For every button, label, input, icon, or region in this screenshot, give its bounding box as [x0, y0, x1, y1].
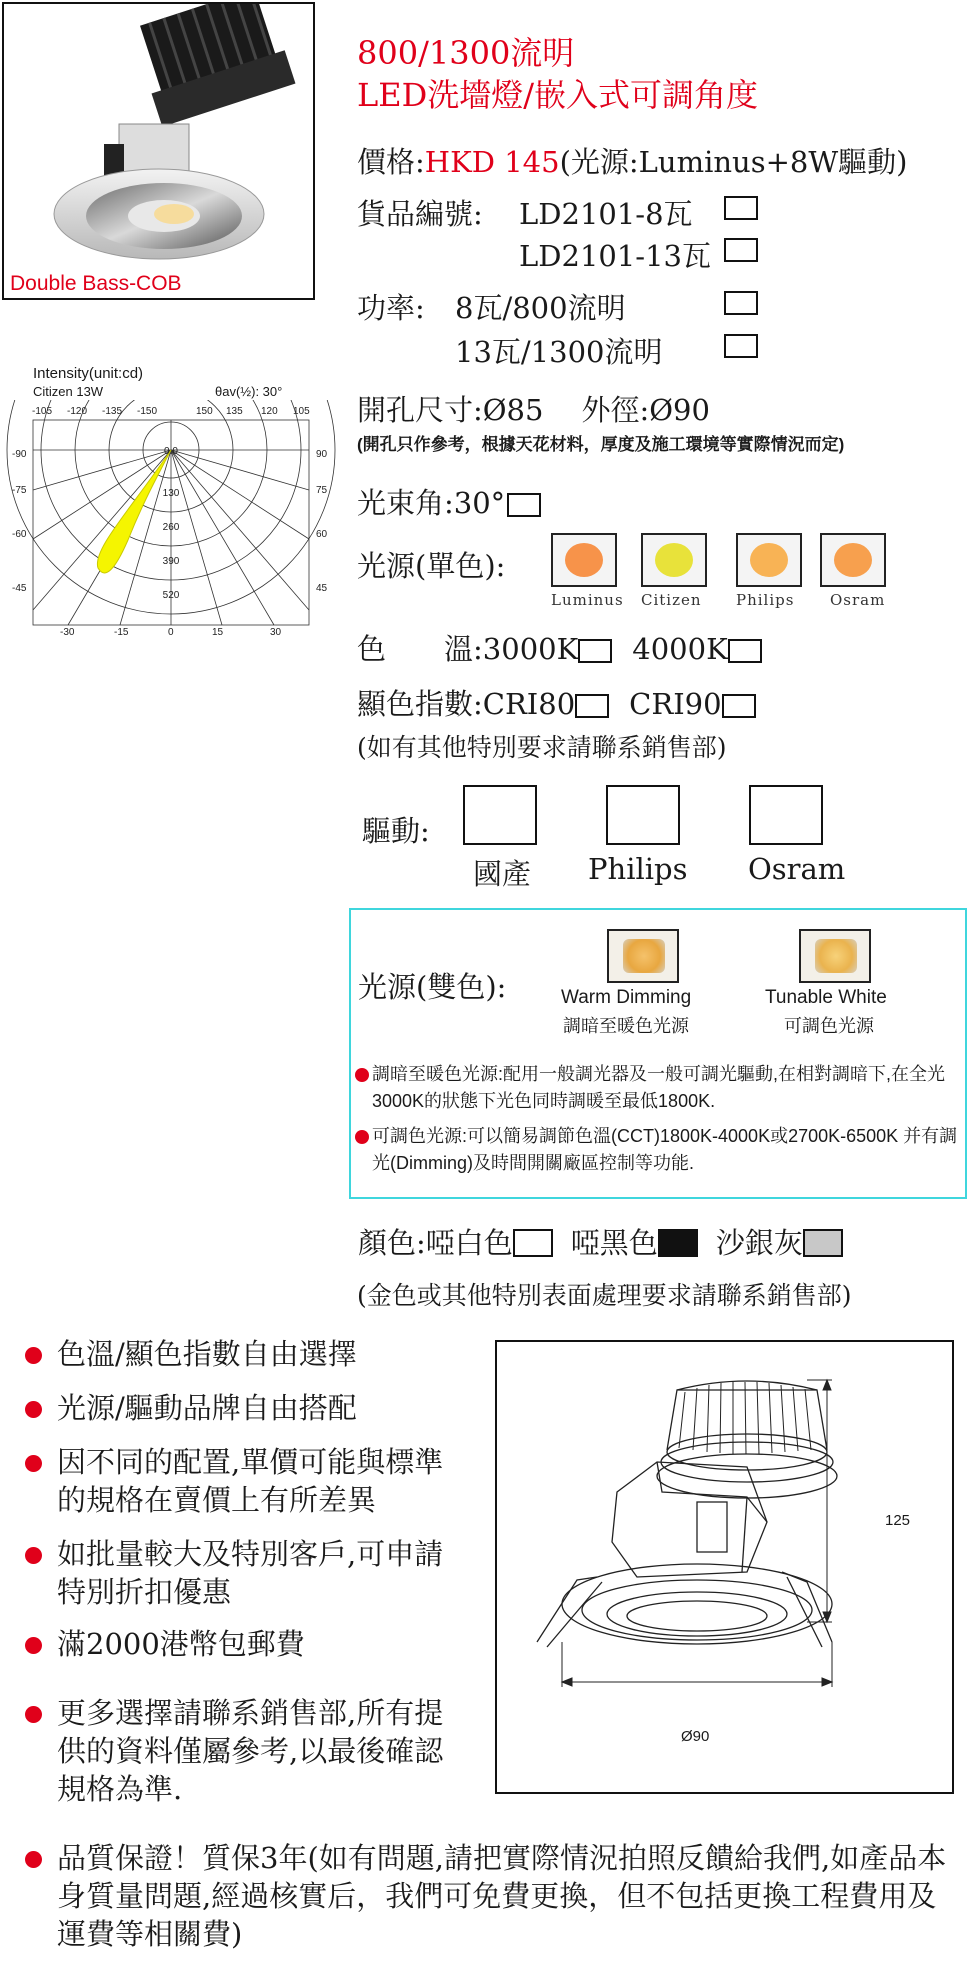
red-bullet-icon — [355, 1068, 369, 1082]
feature-text: 光源/驅動品牌自由搭配 — [57, 1391, 357, 1425]
dual-note-2 — [355, 1123, 960, 1177]
dual-note-2-text: 可調色光源:可以簡易調節色溫(CCT)1800K-4000K或2700K-6500K 并有調光(Dimming)及時間開關廠區控制等功能. — [372, 1126, 958, 1173]
power-label: 功率: — [357, 291, 425, 325]
beam-label: 光束角: — [357, 486, 454, 520]
red-bullet-icon — [25, 1547, 42, 1564]
tunable-white-chip[interactable] — [799, 929, 871, 983]
tunable-white-sub: 可調色光源 — [784, 1016, 874, 1036]
polar-right-tick: 75 — [316, 485, 328, 496]
source-citizen-swatch[interactable] — [641, 533, 707, 587]
source-philips-swatch[interactable] — [736, 533, 802, 587]
cutout-value: Ø85 — [482, 393, 544, 427]
polar-title: Intensity(unit:cd) — [33, 365, 144, 382]
cct-row — [357, 627, 762, 668]
finish-black: 啞黑色 — [570, 1226, 658, 1260]
technical-drawing — [495, 1340, 954, 1794]
cri-90-checkbox[interactable] — [722, 694, 756, 718]
polar-left-tick: -45 — [12, 583, 27, 594]
finish-black-checkbox[interactable] — [658, 1229, 698, 1257]
dual-note-1 — [355, 1061, 960, 1115]
model-label: 貨品編號: — [357, 197, 483, 231]
product-photo — [2, 2, 315, 300]
polar-radial-tick: 0.0 — [164, 446, 178, 457]
red-bullet-icon — [25, 1706, 42, 1723]
power-8w-checkbox[interactable] — [724, 291, 758, 315]
polar-radial-tick: 390 — [162, 556, 180, 567]
warm-dimming-chip[interactable] — [607, 929, 679, 983]
cct-label-2: 溫: — [444, 632, 483, 666]
driver-philips-checkbox[interactable] — [606, 785, 680, 845]
cri-80: CRI80 — [482, 687, 576, 721]
polar-left-tick: -75 — [12, 485, 27, 496]
polar-bottom-tick: 0 — [168, 627, 174, 638]
polar-top-tick: -150 — [137, 406, 158, 417]
cob-icon — [623, 939, 665, 973]
driver-domestic-checkbox[interactable] — [463, 785, 537, 845]
feature-bullet — [25, 1535, 465, 1611]
feature-text: 更多選擇請聯系銷售部,所有提供的資料僅屬參考,以最後確認規格為準. — [57, 1696, 444, 1806]
light-single-label: 光源(單色): — [357, 549, 506, 583]
feature-bullet — [25, 1625, 465, 1663]
feature-bullet — [25, 1443, 465, 1519]
price-label: 價格: — [357, 145, 425, 179]
power-option-8w: 8瓦/800流明 — [455, 291, 626, 325]
title-lumens: 800/1300流明 — [357, 34, 575, 72]
source-luminus-swatch[interactable] — [551, 533, 617, 587]
red-bullet-icon — [25, 1637, 42, 1654]
source-osram-label: Osram — [830, 591, 886, 609]
model-option-13w: LD2101-13瓦 — [519, 239, 712, 273]
source-philips-label: Philips — [736, 591, 795, 609]
drawing-diameter-label: Ø90 — [681, 1728, 710, 1745]
price-note: (光源:Luminus+8W驅動) — [559, 145, 908, 179]
polar-top-tick: -120 — [67, 406, 88, 417]
model-option-8w: LD2101-8瓦 — [519, 197, 693, 231]
feature-bullet — [25, 1389, 465, 1427]
cob-icon — [815, 939, 857, 973]
title-product: LED洗墻燈/嵌入式可調角度 — [357, 76, 759, 114]
cob-icon — [565, 543, 603, 577]
price-row — [357, 140, 907, 181]
feature-text: 品質保證！質保3年(如有問題,請把實際情況拍照反饋給我們,如產品本身質量問題,經過核實后，我們可免費更換，但不包括更換工程費用及運費等相關費) — [57, 1841, 947, 1951]
polar-right-tick: 60 — [316, 529, 328, 540]
polar-top-tick: -105 — [32, 406, 53, 417]
red-bullet-icon — [25, 1401, 42, 1418]
polar-intensity-diagram — [0, 400, 340, 650]
power-option-13w: 13瓦/1300流明 — [455, 335, 663, 369]
cct-4000k-checkbox[interactable] — [728, 639, 762, 663]
driver-philips-label: Philips — [588, 852, 688, 886]
cct-3000k: 3000K — [482, 632, 579, 666]
downlight-drawing — [497, 1342, 952, 1792]
red-bullet-icon — [355, 1130, 369, 1144]
polar-angle-note: θav(½): 30° — [215, 384, 283, 399]
source-osram-swatch[interactable] — [820, 533, 886, 587]
driver-osram-checkbox[interactable] — [749, 785, 823, 845]
beam-checkbox[interactable] — [507, 493, 541, 517]
feature-bullet — [25, 1335, 465, 1373]
beam-value: 30° — [453, 486, 506, 520]
polar-radial-tick: 130 — [162, 488, 180, 499]
polar-subtitle: Citizen 13W — [33, 384, 104, 399]
polar-top-tick: 135 — [226, 406, 243, 417]
polar-left-tick: -60 — [12, 529, 27, 540]
polar-bottom-tick: 15 — [212, 627, 224, 638]
driver-domestic-label: 國產 — [473, 857, 532, 891]
outer-label: 外徑: — [581, 393, 650, 427]
finish-silver: 沙銀灰 — [715, 1226, 803, 1260]
driver-osram-label: Osram — [748, 852, 846, 886]
polar-top-tick: 120 — [261, 406, 278, 417]
cob-icon — [750, 543, 788, 577]
model-8w-checkbox[interactable] — [724, 196, 758, 220]
red-bullet-icon — [25, 1455, 42, 1472]
polar-radial-tick: 520 — [162, 590, 180, 601]
feature-text: 如批量較大及特別客戶,可申請特別折扣優惠 — [57, 1537, 444, 1609]
cri-80-checkbox[interactable] — [575, 694, 609, 718]
polar-bottom-tick: -30 — [60, 627, 75, 638]
tunable-white-title: Tunable White — [765, 987, 887, 1008]
polar-bottom-tick: 30 — [270, 627, 282, 638]
contact-note: (如有其他特別要求請聯系銷售部) — [357, 733, 727, 762]
polar-top-tick: 150 — [196, 406, 213, 417]
beam-row — [357, 481, 541, 522]
finish-white-checkbox[interactable] — [513, 1229, 553, 1257]
finish-row — [358, 1221, 843, 1262]
cutout-label: 開孔尺寸: — [357, 393, 483, 427]
polar-bottom-tick: -15 — [114, 627, 129, 638]
cri-90: CRI90 — [629, 687, 722, 721]
cct-3000k-checkbox[interactable] — [578, 639, 612, 663]
size-note: (開孔只作參考，根據天花材料，厚度及施工環境等實際情況而定) — [357, 435, 845, 454]
cri-label: 顯色指數: — [357, 687, 483, 721]
red-bullet-icon — [25, 1347, 42, 1364]
price-value: HKD 145 — [424, 145, 560, 179]
finish-silver-checkbox[interactable] — [803, 1229, 843, 1257]
polar-top-tick: 105 — [293, 406, 310, 417]
drawing-height-label: 125 — [885, 1512, 911, 1529]
source-citizen-label: Citizen — [641, 591, 702, 609]
polar-right-tick: 45 — [316, 583, 328, 594]
dual-note-1-text: 調暗至暖色光源:配用一般調光器及一般可調光驅動,在相對調暗下,在全光3000K的狀態下光色同時調暖至最低1800K. — [372, 1064, 945, 1111]
polar-radial-tick: 260 — [162, 522, 180, 533]
polar-top-tick: -135 — [102, 406, 123, 417]
polar-left-tick: -90 — [12, 449, 27, 460]
driver-label: 驅動: — [362, 814, 430, 848]
feature-text: 因不同的配置,單價可能與標準的規格在賣價上有所差異 — [57, 1445, 444, 1517]
finish-label: 顏色: — [358, 1226, 426, 1260]
model-13w-checkbox[interactable] — [724, 238, 758, 262]
cct-4000k: 4000K — [632, 632, 728, 666]
downlight-photo — [4, 4, 313, 298]
cri-row — [357, 682, 756, 723]
source-luminus-label: Luminus — [551, 591, 624, 609]
size-row — [357, 388, 710, 429]
product-image-label: Double Bass-COB — [10, 272, 182, 295]
feature-text: 色溫/顯色指數自由選擇 — [57, 1337, 357, 1371]
dual-light-label: 光源(雙色): — [358, 970, 507, 1004]
finish-note: (金色或其他特別表面處理要求請聯系銷售部) — [357, 1281, 852, 1310]
cct-label-1: 色 — [357, 632, 387, 666]
warm-dimming-sub: 調暗至暖色光源 — [563, 1016, 689, 1036]
feature-text: 滿2000港幣包郵費 — [57, 1627, 305, 1661]
outer-value: Ø90 — [649, 393, 710, 427]
polar-right-tick: 90 — [316, 449, 328, 460]
feature-bullet — [25, 1839, 965, 1953]
feature-bullet — [25, 1694, 455, 1808]
cob-icon — [655, 543, 693, 577]
finish-white: 啞白色 — [425, 1226, 513, 1260]
warm-dimming-title: Warm Dimming — [561, 987, 692, 1008]
red-bullet-icon — [25, 1851, 42, 1868]
power-13w-checkbox[interactable] — [724, 334, 758, 358]
cob-icon — [834, 543, 872, 577]
